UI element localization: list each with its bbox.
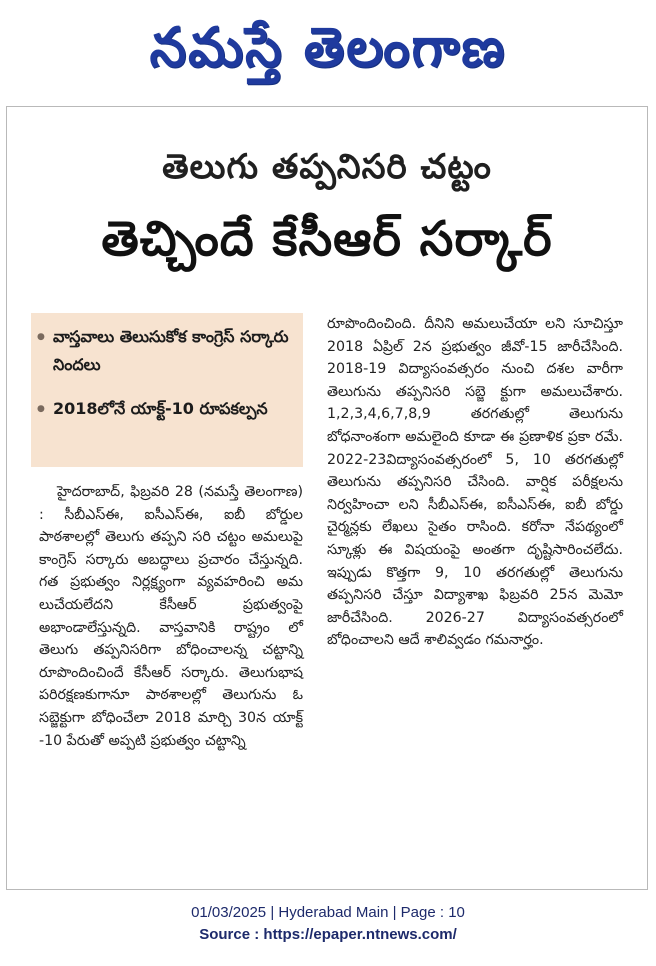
article-paragraph: హైదరాబాద్, ఫిబ్రవరి 28 (నమస్తే తెలంగాణ) : సీబీఎస్ఈ, ఐసీఎస్ఈ, ఐబీ బోర్డుల పాఠశాలల్లో తెలుగు తప్పని సరి చట్టం అమలుపై కాంగ్రెస్ సర్కారు అబద్ధాలు ప్రచారం చేస్తున్నది. గత ప్రభుత్వం నిర్లక్ష్యంగా వ్యవహరించి అమ లుచేయలేదని కేసీఆర్ ప్రభుత్వంపై అభాండాలేస్తున్నది. వాస్తవానికి రాష్ట్రం లో తెలుగు తప్పనిసరిగా బోధించాలన్న చట్టాన్ని రూపొందించిందే కేసీఆర్ సర్కారు. తెలుగుభాష పరిరక్షణకుగానూ పాఠశాలల్లో తెలుగును ఓ సబ్జెక్టుగా బోధించేలా 2018 మార్చి 30న యాక్ట్ -10 పేరుతో అప్పటి ప్రభుత్వం చట్టాన్ని — [39, 484, 303, 749]
edition-info: 01/03/2025 | Hyderabad Main | Page : 10 — [191, 904, 465, 921]
highlight-item: ● వాస్తవాలు తెలుసుకోక కాంగ్రెస్ సర్కారు నిందలు — [53, 323, 293, 379]
highlight-item: ● 2018లోనే యాక్ట్-10 రూపకల్పన — [53, 395, 293, 423]
article-paragraph: రూపొందించింది. దీనిని అమలుచేయా లని సూచిస్తూ 2018 ఏప్రిల్ 2న ప్రభుత్వం జీవో-15 జారీచేసింది. 2018-19 విద్యాసంవత్సరం నుంచి దశల వారీగా తెలుగును తప్పనిసరి సబ్జె క్టుగా అమలుచేశారు. 1,2,3,4,6,7,8,9 తరగతుల్లో తెలుగును బోధనాంశంగా అమలైంది కూడా ఈ ప్రణాళిక ప్రకా రమే. 2022-23విద్యాసంవత్సరంలో 5, 10 తరగతుల్లో తెలుగును తప్పనిసరి చేసింది. వార్షిక పరీక్షలను నిర్వహించా లని సీబీఎస్ఈ, ఐసీఎస్ఈ, ఐబీ బోర్డు చైర్మన్లకు లేఖలు సైతం రాసింది. కరోనా నేపథ్యంలో స్కూళ్లు ఈ విషయంపై అంతగా దృష్టిసారించలేదు. ఇప్పుడు కొత్తగా 9, 10 తరగతుల్లో తెలుగును తప్పనిసరి చేస్తూ విద్యాశాఖ ఫిబ్రవరి 25న మెమో జారీచేసింది. 2026-27 విద్యాసంవత్సరంలో బోధించాలని ఆదే శాలివ్వడం గమనార్హం. — [327, 316, 623, 649]
source-link[interactable]: Source : https://epaper.ntnews.com/ — [199, 926, 457, 943]
article-clipping — [6, 106, 648, 890]
newspaper-masthead — [0, 8, 656, 88]
article-headline: తెచ్చిందే కేసీఆర్ సర్కార్ — [101, 211, 553, 267]
article-kicker: తెలుగు తప్పనిసరి చట్టం — [162, 147, 492, 187]
highlights-box — [31, 313, 303, 467]
article-column-left — [39, 481, 303, 752]
masthead-title: నమస్తే తెలంగాణ — [149, 15, 507, 80]
article-column-right — [327, 313, 623, 652]
